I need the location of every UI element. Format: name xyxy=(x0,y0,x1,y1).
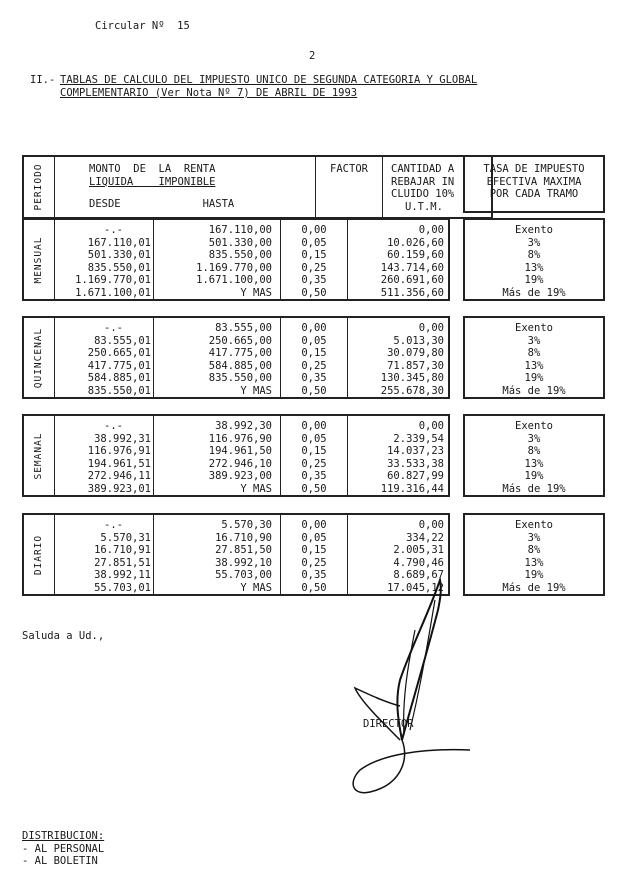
hasta-column xyxy=(154,415,281,496)
hasta-value: 116.976,90 xyxy=(208,432,272,445)
tasa-table-mensual xyxy=(463,218,605,301)
cantidad-value: 17.045,12 xyxy=(387,581,444,594)
factor-value: 0,15 xyxy=(301,347,327,359)
hasta-value: 501.330,00 xyxy=(208,236,272,249)
section-heading xyxy=(30,74,477,99)
tax-table-mensual xyxy=(22,218,450,301)
hasta-value: 38.992,10 xyxy=(215,556,272,569)
cantidad-value: 5.013,30 xyxy=(393,334,444,347)
desde-value: 38.992,11 xyxy=(94,569,151,581)
hasta-column xyxy=(154,514,281,595)
factor-value: 0,05 xyxy=(301,236,327,249)
desde-column xyxy=(55,415,154,496)
hasta-value: 83.555,00 xyxy=(215,322,272,334)
cantidad-value: 71.857,30 xyxy=(387,359,444,372)
tasa-value: 8% xyxy=(527,347,541,359)
tasa-header-cell xyxy=(464,156,604,212)
factor-value: 0,00 xyxy=(301,322,327,334)
cantidad-label-3: CLUIDO 10% xyxy=(391,188,455,200)
tasa-value: Exento xyxy=(515,420,553,432)
hasta-value: 250.665,00 xyxy=(208,334,272,347)
tasa-label-2: EFECTIVA MAXIMA xyxy=(486,175,582,188)
desde-value: 835.550,01 xyxy=(87,384,151,397)
period-label-cell xyxy=(23,514,55,595)
desde-value: 194.961,51 xyxy=(87,457,151,470)
tasa-value: 13% xyxy=(524,261,544,274)
tasa-value: Más de 19% xyxy=(502,482,566,495)
cantidad-value: 119.316,44 xyxy=(380,482,444,495)
tax-table-semanal xyxy=(22,414,450,497)
tasa-value: Exento xyxy=(515,322,553,334)
hasta-value: 167.110,00 xyxy=(208,224,272,236)
desde-value: -.- xyxy=(104,224,123,236)
desde-value: 501.330,01 xyxy=(87,249,151,261)
desde-value: 250.665,01 xyxy=(87,347,151,359)
factor-value: 0,35 xyxy=(301,569,327,581)
tasa-value: 19% xyxy=(524,569,544,581)
tasa-value: 8% xyxy=(527,445,541,457)
cantidad-value: 14.037,23 xyxy=(387,445,444,457)
tasa-table-header xyxy=(463,155,605,213)
tax-table-quincenal xyxy=(22,316,450,399)
hasta-value: 5.570,30 xyxy=(221,519,272,531)
hasta-value: 38.992,30 xyxy=(215,420,272,432)
tasa-value: 13% xyxy=(524,359,544,372)
cantidad-value: 2.339,54 xyxy=(393,432,444,445)
desde-value: -.- xyxy=(104,519,123,531)
cantidad-column xyxy=(348,415,450,496)
tasa-value: 13% xyxy=(524,556,544,569)
factor-column xyxy=(281,415,348,496)
tasa-table-semanal xyxy=(463,414,605,497)
tax-table-header xyxy=(22,155,493,219)
monto-label-1: MONTO DE LA RENTA xyxy=(89,163,216,175)
factor-header-cell xyxy=(316,156,383,218)
hasta-value: 27.851,50 xyxy=(215,544,272,556)
factor-label: FACTOR xyxy=(330,163,368,175)
section-title-line-1: TABLAS DE CALCULO DEL IMPUESTO UNICO DE SEGUNDA CATEGORIA Y GLOBAL xyxy=(60,74,478,86)
factor-value: 0,50 xyxy=(301,384,327,397)
cantidad-value: 4.790,46 xyxy=(393,556,444,569)
cantidad-value: 60.827,99 xyxy=(387,470,444,482)
period-label: MENSUAL xyxy=(32,235,44,284)
cantidad-value: 60.159,60 xyxy=(387,249,444,261)
hasta-value: 835.550,00 xyxy=(208,372,272,384)
period-label: SEMANAL xyxy=(32,431,44,480)
periodo-label: PERIODO xyxy=(32,163,44,211)
tasa-label-3: POR CADA TRAMO xyxy=(489,188,579,200)
tasa-column xyxy=(464,514,604,595)
tasa-value: Más de 19% xyxy=(502,384,566,397)
tasa-value: 19% xyxy=(524,470,544,482)
cantidad-value: 2.005,31 xyxy=(393,544,444,556)
cantidad-value: 30.079,80 xyxy=(387,347,444,359)
factor-value: 0,25 xyxy=(301,457,327,470)
hasta-value: Y MAS xyxy=(240,581,272,594)
desde-value: 584.885,01 xyxy=(87,372,151,384)
tasa-value: Exento xyxy=(515,224,553,236)
factor-column xyxy=(281,514,348,595)
desde-value: 272.946,11 xyxy=(87,470,151,482)
tasa-column xyxy=(464,219,604,300)
cantidad-value: 0,00 xyxy=(418,322,444,334)
signature-icon xyxy=(340,570,480,800)
cantidad-value: 260.691,60 xyxy=(380,274,444,286)
factor-value: 0,50 xyxy=(301,581,327,594)
factor-value: 0,50 xyxy=(301,286,327,299)
desde-value: 116.976,91 xyxy=(87,445,151,457)
period-label-cell xyxy=(23,219,55,300)
tasa-value: 3% xyxy=(527,531,541,544)
factor-value: 0,15 xyxy=(301,544,327,556)
tasa-value: 3% xyxy=(527,432,541,445)
period-label: DIARIO xyxy=(32,534,44,575)
monto-label-2: LIQUIDA IMPONIBLE xyxy=(89,175,216,188)
cantidad-value: 0,00 xyxy=(418,420,444,432)
desde-value: 389.923,01 xyxy=(87,482,151,495)
tasa-column xyxy=(464,415,604,496)
tasa-table-diario xyxy=(463,513,605,596)
factor-column xyxy=(281,219,348,300)
desde-value: 835.550,01 xyxy=(87,261,151,274)
desde-value: 167.110,01 xyxy=(87,236,151,249)
cantidad-label-1: CANTIDAD A xyxy=(391,163,455,175)
hasta-value: 16.710,90 xyxy=(215,531,272,544)
cantidad-value: 0,00 xyxy=(418,224,444,236)
hasta-column xyxy=(154,317,281,398)
cantidad-value: 255.678,30 xyxy=(380,384,444,397)
factor-value: 0,35 xyxy=(301,274,327,286)
desde-column xyxy=(55,317,154,398)
factor-value: 0,05 xyxy=(301,432,327,445)
section-number: II.- xyxy=(30,74,56,86)
cantidad-value: 33.533,38 xyxy=(387,457,444,470)
tasa-value: 19% xyxy=(524,372,544,384)
tasa-value: Más de 19% xyxy=(502,581,566,594)
desde-label: DESDE xyxy=(89,198,121,210)
tasa-column xyxy=(464,317,604,398)
hasta-label: HASTA xyxy=(202,198,235,210)
cantidad-value: 143.714,60 xyxy=(380,261,444,274)
cantidad-column xyxy=(348,317,450,398)
cantidad-value: 10.026,60 xyxy=(387,236,444,249)
factor-value: 0,25 xyxy=(301,359,327,372)
periodo-header-cell xyxy=(23,156,55,218)
hasta-value: 194.961,50 xyxy=(208,445,272,457)
distribution-block xyxy=(22,830,104,868)
desde-value: -.- xyxy=(104,322,123,334)
cantidad-column xyxy=(348,219,450,300)
tasa-value: 3% xyxy=(527,334,541,347)
distribution-item: - AL PERSONAL xyxy=(22,842,105,855)
desde-value: 83.555,01 xyxy=(94,334,151,347)
desde-value: 1.671.100,01 xyxy=(75,286,151,299)
period-label-cell xyxy=(23,415,55,496)
section-title xyxy=(60,74,477,99)
director-title: DIRECTOR xyxy=(363,718,414,730)
factor-value: 0,15 xyxy=(301,445,327,457)
page-number: 2 xyxy=(309,50,316,62)
circular-number: Circular Nº 15 xyxy=(95,20,190,32)
hasta-value: Y MAS xyxy=(240,286,272,299)
desde-value: 27.851,51 xyxy=(94,556,151,569)
cantidad-label-4: U.T.M. xyxy=(405,200,443,213)
desde-value: 1.169.770,01 xyxy=(75,274,151,286)
factor-value: 0,15 xyxy=(301,249,327,261)
hasta-value: 835.550,00 xyxy=(208,249,272,261)
factor-value: 0,05 xyxy=(301,531,327,544)
hasta-value: 1.671.100,00 xyxy=(196,274,272,286)
hasta-column xyxy=(154,219,281,300)
cantidad-label-2: REBAJAR IN xyxy=(391,175,455,188)
hasta-value: 272.946,10 xyxy=(208,457,272,470)
hasta-value: Y MAS xyxy=(240,384,272,397)
factor-value: 0,00 xyxy=(301,519,327,531)
desde-value: 38.992,31 xyxy=(94,432,151,445)
tasa-value: 8% xyxy=(527,249,541,261)
factor-value: 0,35 xyxy=(301,372,327,384)
factor-column xyxy=(281,317,348,398)
tasa-value: 8% xyxy=(527,544,541,556)
factor-value: 0,25 xyxy=(301,261,327,274)
tasa-table-quincenal xyxy=(463,316,605,399)
distribution-item: - AL BOLETIN xyxy=(22,855,98,867)
cantidad-value: 0,00 xyxy=(418,519,444,531)
tasa-value: 13% xyxy=(524,457,544,470)
desde-value: 417.775,01 xyxy=(87,359,151,372)
desde-value: 16.710,91 xyxy=(94,544,151,556)
factor-value: 0,00 xyxy=(301,420,327,432)
closing-salutation: Saluda a Ud., xyxy=(22,630,105,642)
cantidad-value: 511.356,60 xyxy=(380,286,444,299)
factor-value: 0,00 xyxy=(301,224,327,236)
section-title-line-2: COMPLEMENTARIO (Ver Nota Nº 7) DE ABRIL DE 1993 xyxy=(60,86,358,99)
period-label: QUINCENAL xyxy=(32,327,44,388)
factor-value: 0,05 xyxy=(301,334,327,347)
monto-header-cell xyxy=(55,156,316,218)
hasta-value: 55.703,00 xyxy=(215,569,272,581)
tasa-value: Más de 19% xyxy=(502,286,566,299)
hasta-value: Y MAS xyxy=(240,482,272,495)
cantidad-value: 130.345,80 xyxy=(380,372,444,384)
hasta-value: 389.923,00 xyxy=(208,470,272,482)
tasa-label-1: TASA DE IMPUESTO xyxy=(483,163,585,175)
period-label-cell xyxy=(23,317,55,398)
hasta-value: 417.775,00 xyxy=(208,347,272,359)
tasa-value: 3% xyxy=(527,236,541,249)
desde-column xyxy=(55,219,154,300)
factor-value: 0,35 xyxy=(301,470,327,482)
desde-value: 55.703,01 xyxy=(94,581,151,594)
cantidad-value: 334,22 xyxy=(406,531,444,544)
cantidad-value: 8.689,67 xyxy=(393,569,444,581)
factor-value: 0,50 xyxy=(301,482,327,495)
desde-column xyxy=(55,514,154,595)
desde-value: -.- xyxy=(104,420,123,432)
hasta-value: 1.169.770,00 xyxy=(196,261,272,274)
tasa-value: Exento xyxy=(515,519,553,531)
hasta-value: 584.885,00 xyxy=(208,359,272,372)
desde-value: 5.570,31 xyxy=(100,531,151,544)
tasa-value: 19% xyxy=(524,274,544,286)
distribution-heading: DISTRIBUCION: xyxy=(22,830,105,842)
factor-value: 0,25 xyxy=(301,556,327,569)
